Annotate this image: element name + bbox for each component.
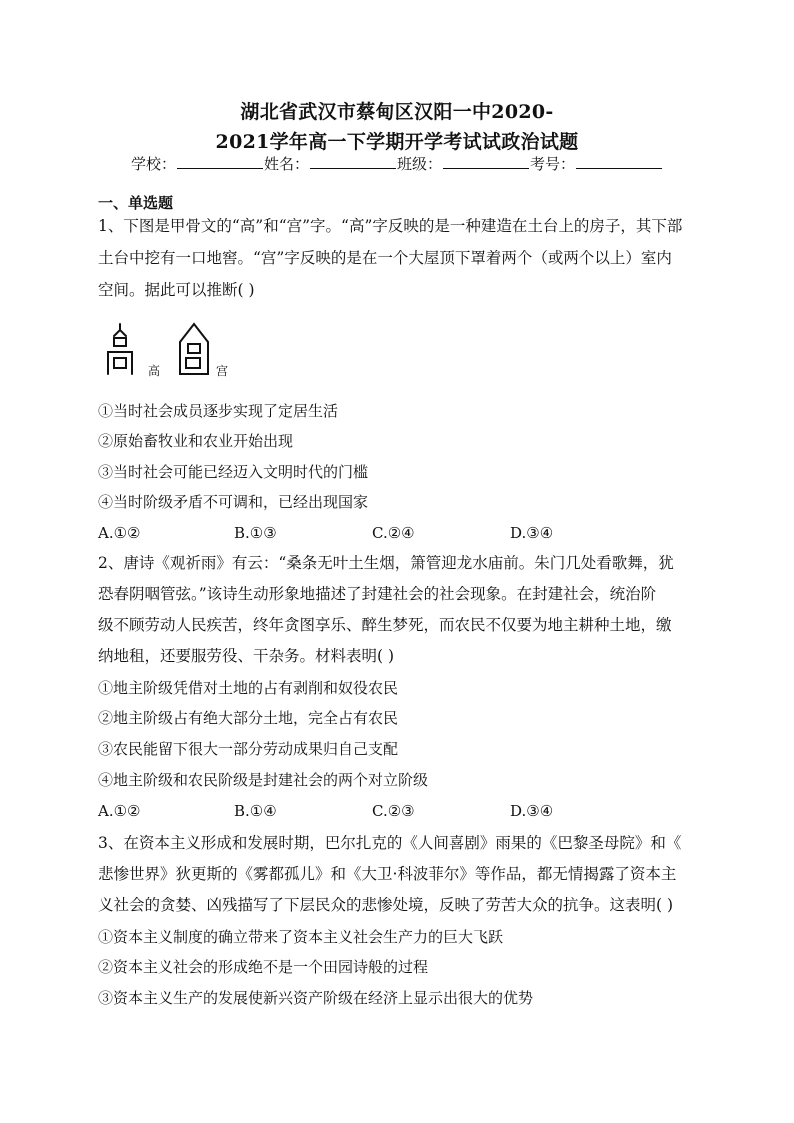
- q3-stem-line: 3、在资本主义形成和发展时期，巴尔扎克的《人间喜剧》雨果的《巴黎圣母院》和《: [98, 834, 682, 852]
- q1-option: ①当时社会成员逐步实现了定居生活: [98, 402, 339, 420]
- exam-no-blank[interactable]: [576, 154, 662, 169]
- class-blank[interactable]: [443, 154, 529, 169]
- name-blank[interactable]: [310, 154, 396, 169]
- school-blank[interactable]: [177, 154, 263, 169]
- q3-stem-line: 义社会的贪婪、凶残描写了下层民众的悲惨处境，反映了劳苦大众的抗争。这表明( ): [98, 896, 674, 914]
- q1-stem-line: 土台中挖有一口地窖。“宫”字反映的是在一个大屋顶下罩着两个（或两个以上）室内: [98, 249, 672, 267]
- q3-option: ③资本主义生产的发展使新兴资产阶级在经济上显示出很大的优势: [98, 989, 534, 1007]
- q2-option: ③农民能留下很大一部分劳动成果归自己支配: [98, 740, 399, 758]
- name-label: 姓名：: [263, 155, 309, 173]
- q2-choice-c[interactable]: C.②③: [372, 802, 415, 820]
- q2-stem-line: 纳地租，还要服劳役、干杂务。材料表明( ): [98, 647, 395, 665]
- q1-choice-a[interactable]: A.①②: [98, 524, 141, 542]
- student-info-row: [0, 153, 794, 174]
- q3-option: ①资本主义制度的确立带来了资本主义社会生产力的巨大飞跃: [98, 928, 504, 946]
- q1-option: ③当时社会可能已经迈入文明时代的门槛: [98, 463, 369, 481]
- q1-choice-b[interactable]: B.①③: [234, 524, 277, 542]
- school-label: 学校：: [130, 155, 176, 173]
- exam-no-label: 考号：: [530, 155, 576, 173]
- gao-glyph: [108, 324, 132, 374]
- q2-choice-d[interactable]: D.③④: [510, 802, 554, 820]
- q1-choice-c[interactable]: C.②④: [372, 524, 415, 542]
- q2-stem-line: 恐春阴咽管弦。”该诗生动形象地描述了封建社会的社会现象。在封建社会，统治阶: [98, 585, 657, 603]
- q2-option: ②地主阶级占有绝大部分土地，完全占有农民: [98, 709, 399, 727]
- q1-stem-line: 空间。据此可以推断( ): [98, 281, 255, 299]
- q2-option: ④地主阶级和农民阶级是封建社会的两个对立阶级: [98, 771, 429, 789]
- oracle-bone-glyphs-image: [100, 320, 300, 380]
- exam-title-line2: 2021学年高一下学期开学考试试政治试题: [215, 131, 579, 153]
- q2-stem-line: 级不顾劳动人民疾苦，终年贪图享乐、醉生梦死，而农民不仅要为地主耕种土地，缴: [98, 616, 672, 634]
- q1-choice-d[interactable]: D.③④: [510, 524, 554, 542]
- q2-choice-b[interactable]: B.①④: [234, 802, 277, 820]
- gong-glyph: [180, 324, 208, 374]
- gao-caption: 高: [148, 364, 161, 378]
- q2-choice-a[interactable]: A.①②: [98, 802, 141, 820]
- q2-option: ①地主阶级凭借对土地的占有剥削和奴役农民: [98, 679, 399, 697]
- exam-title-line1: 湖北省武汉市蔡甸区汉阳一中2020-: [240, 101, 554, 123]
- q3-option: ②资本主义社会的形成绝不是一个田园诗般的过程: [98, 958, 429, 976]
- q1-option: ②原始畜牧业和农业开始出现: [98, 432, 294, 450]
- gong-caption: 宫: [216, 364, 229, 378]
- class-label: 班级：: [397, 155, 443, 173]
- q1-option: ④当时阶级矛盾不可调和，已经出现国家: [98, 493, 369, 511]
- q1-stem-line: 1、下图是甲骨文的“高”和“宫”字。“高”字反映的是一种建造在土台上的房子，其下部: [98, 217, 683, 235]
- oracle-bone-figure: [100, 320, 300, 380]
- q2-stem-line: 2、唐诗《观祈雨》有云：“桑条无叶土生烟，箫管迎龙水庙前。朱门几处看歌舞，犹: [98, 554, 674, 572]
- section-title: 一、单选题: [98, 194, 174, 212]
- q3-stem-line: 悲惨世界》狄更斯的《雾都孤儿》和《大卫·科波菲尔》等作品，都无情揭露了资本主: [98, 865, 677, 883]
